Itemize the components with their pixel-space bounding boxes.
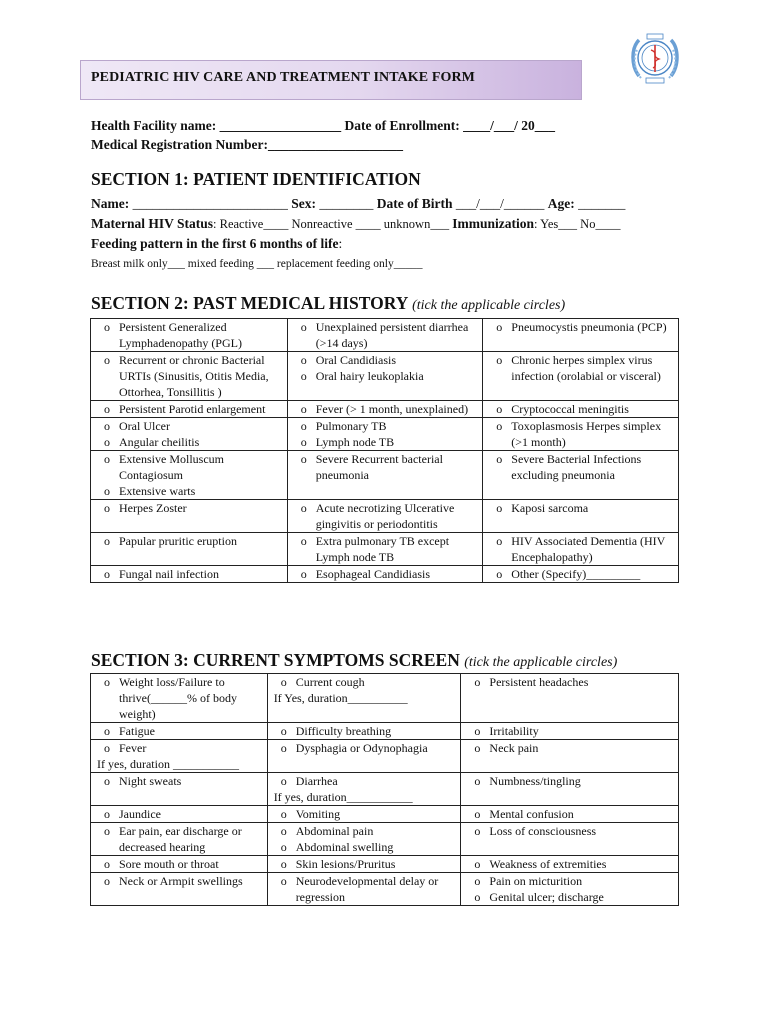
history-cell xyxy=(483,500,679,533)
tick-circle-icon[interactable]: o xyxy=(474,857,481,871)
history-checkbox-item[interactable] xyxy=(95,418,285,434)
symptom-checkbox-item[interactable] xyxy=(465,856,676,872)
tick-circle-icon[interactable]: o xyxy=(104,320,110,334)
tick-circle-icon[interactable]: o xyxy=(104,874,110,888)
tick-circle-icon[interactable]: o xyxy=(300,435,307,449)
symptom-checkbox-item[interactable] xyxy=(272,674,459,690)
symptom-item-label: Neck pain xyxy=(489,741,539,755)
symptom-cell xyxy=(91,740,268,773)
history-cell xyxy=(287,500,483,533)
symptom-cell xyxy=(91,873,268,906)
history-checkbox-item[interactable] xyxy=(487,418,676,450)
tick-circle-icon[interactable]: o xyxy=(280,724,287,738)
history-cell xyxy=(91,401,288,418)
tick-circle-icon[interactable]: o xyxy=(280,824,287,838)
history-cell xyxy=(287,566,483,583)
history-item-label: Extra pulmonary TB except Lymph node TB xyxy=(315,534,450,564)
symptom-item-label: Mental confusion xyxy=(489,807,574,821)
form-title-bar xyxy=(80,60,582,100)
duration-field[interactable]: If yes, duration ___________ xyxy=(97,757,239,771)
tick-circle-icon[interactable]: o xyxy=(496,452,503,466)
history-row xyxy=(91,352,679,401)
symptom-item-label: Skin lesions/Pruritus xyxy=(295,857,396,871)
symptom-row xyxy=(91,740,679,773)
symptom-row xyxy=(91,856,679,873)
symptom-checkbox-item[interactable] xyxy=(272,839,459,855)
section2-title xyxy=(91,293,565,314)
tick-circle-icon[interactable]: o xyxy=(474,675,481,689)
tick-circle-icon[interactable]: o xyxy=(280,807,287,821)
tick-circle-icon[interactable]: o xyxy=(300,419,307,433)
history-checkbox-item[interactable] xyxy=(95,566,285,582)
symptom-row xyxy=(91,723,679,740)
symptom-cell xyxy=(267,773,461,806)
history-item-label: Oral Ulcer xyxy=(119,419,170,433)
history-checkbox-item[interactable] xyxy=(487,401,676,417)
symptom-item-label: Dysphagia or Odynophagia xyxy=(295,741,428,755)
symptom-row xyxy=(91,674,679,723)
history-checkbox-item[interactable] xyxy=(292,319,481,351)
history-item-label: Persistent Parotid enlargement xyxy=(119,402,266,416)
feeding-pattern-label: Feeding pattern in the first 6 months of life xyxy=(91,236,339,251)
symptom-checkbox-item[interactable] xyxy=(465,823,676,839)
facility-enrollment-line[interactable]: Health Facility name: __________________ Date of Enrollment: ____/___/ 20___ xyxy=(91,118,555,133)
history-row xyxy=(91,319,679,352)
symptom-checkbox-item[interactable] xyxy=(272,823,459,839)
symptom-row xyxy=(91,773,679,806)
tick-circle-icon[interactable]: o xyxy=(496,567,503,581)
tick-circle-icon[interactable]: o xyxy=(496,320,503,334)
dob-field[interactable]: ___/___/______ xyxy=(452,196,548,211)
symptom-item-label: Current cough xyxy=(295,675,365,689)
history-cell xyxy=(91,451,288,500)
history-checkbox-item[interactable] xyxy=(95,319,285,351)
symptom-item-label: Night sweats xyxy=(119,774,182,788)
immunization-label: Immunization xyxy=(452,216,534,231)
symptom-cell xyxy=(461,873,679,906)
symptom-checkbox-item[interactable] xyxy=(95,674,265,722)
tick-circle-icon[interactable]: o xyxy=(300,369,307,383)
symptom-checkbox-item[interactable] xyxy=(95,740,265,756)
history-checkbox-item[interactable] xyxy=(95,352,285,400)
tick-circle-icon[interactable]: o xyxy=(104,484,110,498)
tick-circle-icon[interactable]: o xyxy=(496,419,503,433)
tick-circle-icon[interactable]: o xyxy=(280,675,287,689)
immunization-options[interactable]: : Yes___ No____ xyxy=(533,217,621,231)
symptom-item-label: Difficulty breathing xyxy=(295,724,392,738)
history-item-label: Esophageal Candidiasis xyxy=(315,567,430,581)
tick-circle-icon[interactable]: o xyxy=(280,840,287,854)
symptom-checkbox-item[interactable] xyxy=(95,873,265,889)
symptom-cell xyxy=(461,806,679,823)
tick-circle-icon[interactable]: o xyxy=(104,675,110,689)
symptom-cell xyxy=(461,856,679,873)
history-checkbox-item[interactable] xyxy=(292,566,481,582)
tick-circle-icon[interactable]: o xyxy=(300,402,307,416)
name-field[interactable]: _______________________ xyxy=(129,196,292,211)
symptom-checkbox-item[interactable] xyxy=(95,773,265,789)
symptom-checkbox-item[interactable] xyxy=(95,823,265,855)
symptom-checkbox-item[interactable] xyxy=(272,723,459,739)
symptom-row xyxy=(91,823,679,856)
history-checkbox-item[interactable] xyxy=(292,368,481,384)
history-item-label: Oral Candidiasis xyxy=(315,353,397,367)
symptom-checkbox-item[interactable] xyxy=(465,889,676,905)
maternal-status-options[interactable]: : Reactive____ Nonreactive ____ unknown___ xyxy=(213,217,453,231)
tick-circle-icon[interactable]: o xyxy=(496,501,503,515)
symptom-item-label: Diarrhea xyxy=(295,774,338,788)
tick-circle-icon[interactable]: o xyxy=(104,807,110,821)
tick-circle-icon[interactable]: o xyxy=(474,807,481,821)
history-checkbox-item[interactable] xyxy=(292,500,481,532)
form-title: PEDIATRIC HIV CARE AND TREATMENT INTAKE FORM xyxy=(91,70,475,85)
symptom-checkbox-item[interactable] xyxy=(465,873,676,889)
history-item-label: Pneumocystis pneumonia (PCP) xyxy=(511,320,667,334)
symptom-checkbox-item[interactable] xyxy=(465,806,676,822)
history-item-label: Persistent Generalized Lymphadenopathy (PGL) xyxy=(119,320,242,350)
feeding-pattern-colon: : xyxy=(338,236,343,251)
tick-circle-icon[interactable]: o xyxy=(474,824,481,838)
symptom-item-label: Weight loss/Failure to thrive(______% of body weight) xyxy=(119,675,237,721)
dob-label: Date of Birth xyxy=(376,196,453,211)
symptom-checkbox-item[interactable] xyxy=(465,674,676,690)
symptom-cell xyxy=(91,806,268,823)
duration-field[interactable]: If Yes, duration__________ xyxy=(273,691,408,705)
tick-circle-icon[interactable]: o xyxy=(104,824,110,838)
symptom-cell xyxy=(91,823,268,856)
symptom-cell xyxy=(267,873,461,906)
history-item-label: Fungal nail infection xyxy=(119,567,219,581)
history-checkbox-item[interactable] xyxy=(95,434,285,450)
history-checkbox-item[interactable] xyxy=(487,352,676,384)
history-checkbox-item[interactable] xyxy=(95,483,285,499)
history-checkbox-item[interactable] xyxy=(487,500,676,516)
history-checkbox-item[interactable] xyxy=(95,451,285,483)
symptom-checkbox-item[interactable] xyxy=(95,856,265,872)
history-item-label: Extensive Molluscum Contagiosum xyxy=(119,452,224,482)
history-cell xyxy=(91,566,288,583)
history-cell xyxy=(483,401,679,418)
tick-circle-icon[interactable]: o xyxy=(104,724,110,738)
history-cell xyxy=(287,418,483,451)
history-checkbox-item[interactable] xyxy=(292,434,481,450)
symptom-checkbox-item[interactable] xyxy=(465,723,676,739)
tick-circle-icon[interactable]: o xyxy=(474,741,481,755)
history-cell xyxy=(91,500,288,533)
sex-label: Sex: xyxy=(291,196,316,211)
history-row xyxy=(91,500,679,533)
history-item-label: Severe Bacterial Infections excluding pneumonia xyxy=(511,452,642,482)
age-label: Age: xyxy=(547,196,575,211)
symptom-cell xyxy=(91,856,268,873)
section1-title: SECTION 1: PATIENT IDENTIFICATION xyxy=(91,169,421,189)
symptom-cell xyxy=(461,740,679,773)
history-cell xyxy=(91,319,288,352)
symptom-item-label: Vomiting xyxy=(295,807,341,821)
history-row xyxy=(91,451,679,500)
symptom-item-label: Loss of consciousness xyxy=(489,824,597,838)
history-item-label: Acute necrotizing Ulcerative gingivitis or periodontitis xyxy=(315,501,455,531)
history-row xyxy=(91,566,679,583)
history-cell xyxy=(287,451,483,500)
symptom-item-label: Persistent headaches xyxy=(489,675,589,689)
symptom-cell xyxy=(267,856,461,873)
history-item-label: Other (Specify)_________ xyxy=(511,567,641,581)
symptom-cell xyxy=(267,723,461,740)
symptom-checkbox-item[interactable] xyxy=(465,740,676,756)
symptom-checkbox-item[interactable] xyxy=(272,856,459,872)
section2-note: (tick the applicable circles) xyxy=(412,298,566,313)
tick-circle-icon[interactable]: o xyxy=(104,774,110,788)
tick-circle-icon[interactable]: o xyxy=(280,874,287,888)
section3-title-text: SECTION 3: CURRENT SYMPTOMS SCREEN xyxy=(91,650,460,670)
symptom-cell xyxy=(267,674,461,723)
tick-circle-icon[interactable]: o xyxy=(104,435,110,449)
history-cell xyxy=(483,319,679,352)
history-row xyxy=(91,401,679,418)
history-cell xyxy=(483,352,679,401)
symptom-cell xyxy=(461,723,679,740)
history-item-label: Kaposi sarcoma xyxy=(511,501,589,515)
history-checkbox-item[interactable] xyxy=(487,319,676,335)
symptom-checkbox-item[interactable] xyxy=(95,806,265,822)
symptom-checkbox-item[interactable] xyxy=(95,723,265,739)
symptom-checkbox-item[interactable] xyxy=(272,773,459,789)
history-cell xyxy=(91,533,288,566)
symptom-cell xyxy=(91,773,268,806)
tick-circle-icon[interactable]: o xyxy=(104,353,110,367)
tick-circle-icon[interactable]: o xyxy=(300,567,307,581)
history-item-label: Papular pruritic eruption xyxy=(119,534,237,548)
history-cell xyxy=(483,566,679,583)
tick-circle-icon[interactable]: o xyxy=(496,353,503,367)
tick-circle-icon[interactable]: o xyxy=(280,741,287,755)
tick-circle-icon[interactable]: o xyxy=(104,567,110,581)
symptom-item-label: Sore mouth or throat xyxy=(119,857,219,871)
tick-circle-icon[interactable]: o xyxy=(300,320,307,334)
tick-circle-icon[interactable]: o xyxy=(496,534,503,548)
symptom-checkbox-item[interactable] xyxy=(272,873,459,905)
symptom-cell xyxy=(91,674,268,723)
symptom-item-label: Neck or Armpit swellings xyxy=(119,874,243,888)
symptom-cell xyxy=(461,674,679,723)
history-cell xyxy=(91,418,288,451)
feeding-options[interactable]: Breast milk only___ mixed feeding ___ replacement feeding only_____ xyxy=(91,258,423,270)
tick-circle-icon[interactable]: o xyxy=(104,452,110,466)
sex-field[interactable]: ________ xyxy=(315,196,377,211)
feeding-pattern-row xyxy=(91,236,342,252)
history-item-label: Severe Recurrent bacterial pneumonia xyxy=(315,452,443,482)
symptom-item-label: Abdominal swelling xyxy=(295,840,394,854)
history-cell xyxy=(287,533,483,566)
symptom-cell xyxy=(91,723,268,740)
history-cell xyxy=(287,401,483,418)
history-item-label: Fever (> 1 month, unexplained) xyxy=(315,402,469,416)
symptom-checkbox-item[interactable] xyxy=(272,740,459,756)
history-row xyxy=(91,533,679,566)
history-item-label: Lymph node TB xyxy=(315,435,395,449)
tick-circle-icon[interactable]: o xyxy=(280,857,287,871)
health-ministry-emblem-icon xyxy=(629,30,681,86)
maternal-immunization-row[interactable] xyxy=(91,216,620,232)
history-checkbox-item[interactable] xyxy=(487,566,676,582)
symptom-cell xyxy=(267,823,461,856)
history-checkbox-item[interactable] xyxy=(487,451,676,483)
history-cell xyxy=(483,451,679,500)
tick-circle-icon[interactable]: o xyxy=(300,534,307,548)
history-item-label: Extensive warts xyxy=(119,484,196,498)
symptom-item-label: Numbness/tingling xyxy=(489,774,581,788)
tick-circle-icon[interactable]: o xyxy=(104,402,110,416)
history-item-label: HIV Associated Dementia (HIV Encephalopathy) xyxy=(511,534,666,564)
history-checkbox-item[interactable] xyxy=(95,401,285,417)
tick-circle-icon[interactable]: o xyxy=(300,501,307,515)
tick-circle-icon[interactable]: o xyxy=(104,534,110,548)
history-item-label: Chronic herpes simplex virus infection (orolabial or visceral) xyxy=(511,353,661,383)
symptom-item-label: Abdominal pain xyxy=(295,824,374,838)
history-checkbox-item[interactable] xyxy=(292,451,481,483)
tick-circle-icon[interactable]: o xyxy=(474,774,481,788)
symptom-item-label: Weakness of extremities xyxy=(489,857,607,871)
history-checkbox-item[interactable] xyxy=(292,418,481,434)
section2-title-text: SECTION 2: PAST MEDICAL HISTORY xyxy=(91,293,408,313)
tick-circle-icon[interactable]: o xyxy=(300,353,307,367)
history-item-label: Cryptococcal meningitis xyxy=(511,402,629,416)
patient-identification-row[interactable] xyxy=(91,196,625,212)
history-checkbox-item[interactable] xyxy=(292,533,481,565)
history-checkbox-item[interactable] xyxy=(292,401,481,417)
history-cell xyxy=(287,352,483,401)
tick-circle-icon[interactable]: o xyxy=(280,774,287,788)
history-item-label: Herpes Zoster xyxy=(119,501,187,515)
current-symptoms-table xyxy=(90,673,679,906)
history-row xyxy=(91,418,679,451)
tick-circle-icon[interactable]: o xyxy=(496,402,503,416)
history-cell xyxy=(483,418,679,451)
history-cell xyxy=(483,533,679,566)
tick-circle-icon[interactable]: o xyxy=(474,890,481,904)
history-item-label: Recurrent or chronic Bacterial URTIs (Sinusitis, Otitis Media, Ottorhea, Tonsillitis ) xyxy=(119,353,269,399)
symptom-cell xyxy=(267,806,461,823)
tick-circle-icon[interactable]: o xyxy=(104,857,110,871)
history-checkbox-item[interactable] xyxy=(95,533,285,549)
name-label: Name: xyxy=(91,196,130,211)
tick-circle-icon[interactable]: o xyxy=(104,741,110,755)
medical-registration-line[interactable]: Medical Registration Number:____________________ xyxy=(91,137,403,152)
symptom-row xyxy=(91,806,679,823)
symptom-row xyxy=(91,873,679,906)
symptom-item-label: Ear pain, ear discharge or decreased hearing xyxy=(119,824,242,854)
section3-note: (tick the applicable circles) xyxy=(464,655,618,670)
symptom-checkbox-item[interactable] xyxy=(465,773,676,789)
symptom-item-label: Pain on micturition xyxy=(489,874,583,888)
symptom-item-label: Fever xyxy=(119,741,147,755)
past-medical-history-table xyxy=(90,318,679,583)
tick-circle-icon[interactable]: o xyxy=(474,874,481,888)
history-item-label: Oral hairy leukoplakia xyxy=(315,369,424,383)
history-checkbox-item[interactable] xyxy=(487,533,676,565)
history-checkbox-item[interactable] xyxy=(292,352,481,368)
history-item-label: Toxoplasmosis Herpes simplex (>1 month) xyxy=(511,419,662,449)
history-item-label: Unexplained persistent diarrhea (>14 days) xyxy=(315,320,469,350)
tick-circle-icon[interactable]: o xyxy=(474,724,481,738)
symptom-cell xyxy=(461,773,679,806)
history-cell xyxy=(287,319,483,352)
symptom-item-label: Jaundice xyxy=(119,807,161,821)
tick-circle-icon[interactable]: o xyxy=(104,419,110,433)
symptom-cell xyxy=(267,740,461,773)
symptom-item-label: Fatigue xyxy=(119,724,155,738)
symptom-item-label: Irritability xyxy=(489,724,539,738)
maternal-status-label: Maternal HIV Status xyxy=(91,216,214,231)
history-item-label: Pulmonary TB xyxy=(315,419,387,433)
tick-circle-icon[interactable]: o xyxy=(300,452,307,466)
history-checkbox-item[interactable] xyxy=(95,500,285,516)
section3-title xyxy=(91,650,617,671)
symptom-cell xyxy=(461,823,679,856)
history-item-label: Angular cheilitis xyxy=(119,435,200,449)
symptom-item-label: Neurodevelopmental delay or regression xyxy=(295,874,439,904)
symptom-item-label: Genital ulcer; discharge xyxy=(489,890,604,904)
history-cell xyxy=(91,352,288,401)
duration-field[interactable]: If yes, duration___________ xyxy=(273,790,413,804)
age-field[interactable]: _______ xyxy=(574,196,626,211)
symptom-checkbox-item[interactable] xyxy=(272,806,459,822)
tick-circle-icon[interactable]: o xyxy=(104,501,110,515)
